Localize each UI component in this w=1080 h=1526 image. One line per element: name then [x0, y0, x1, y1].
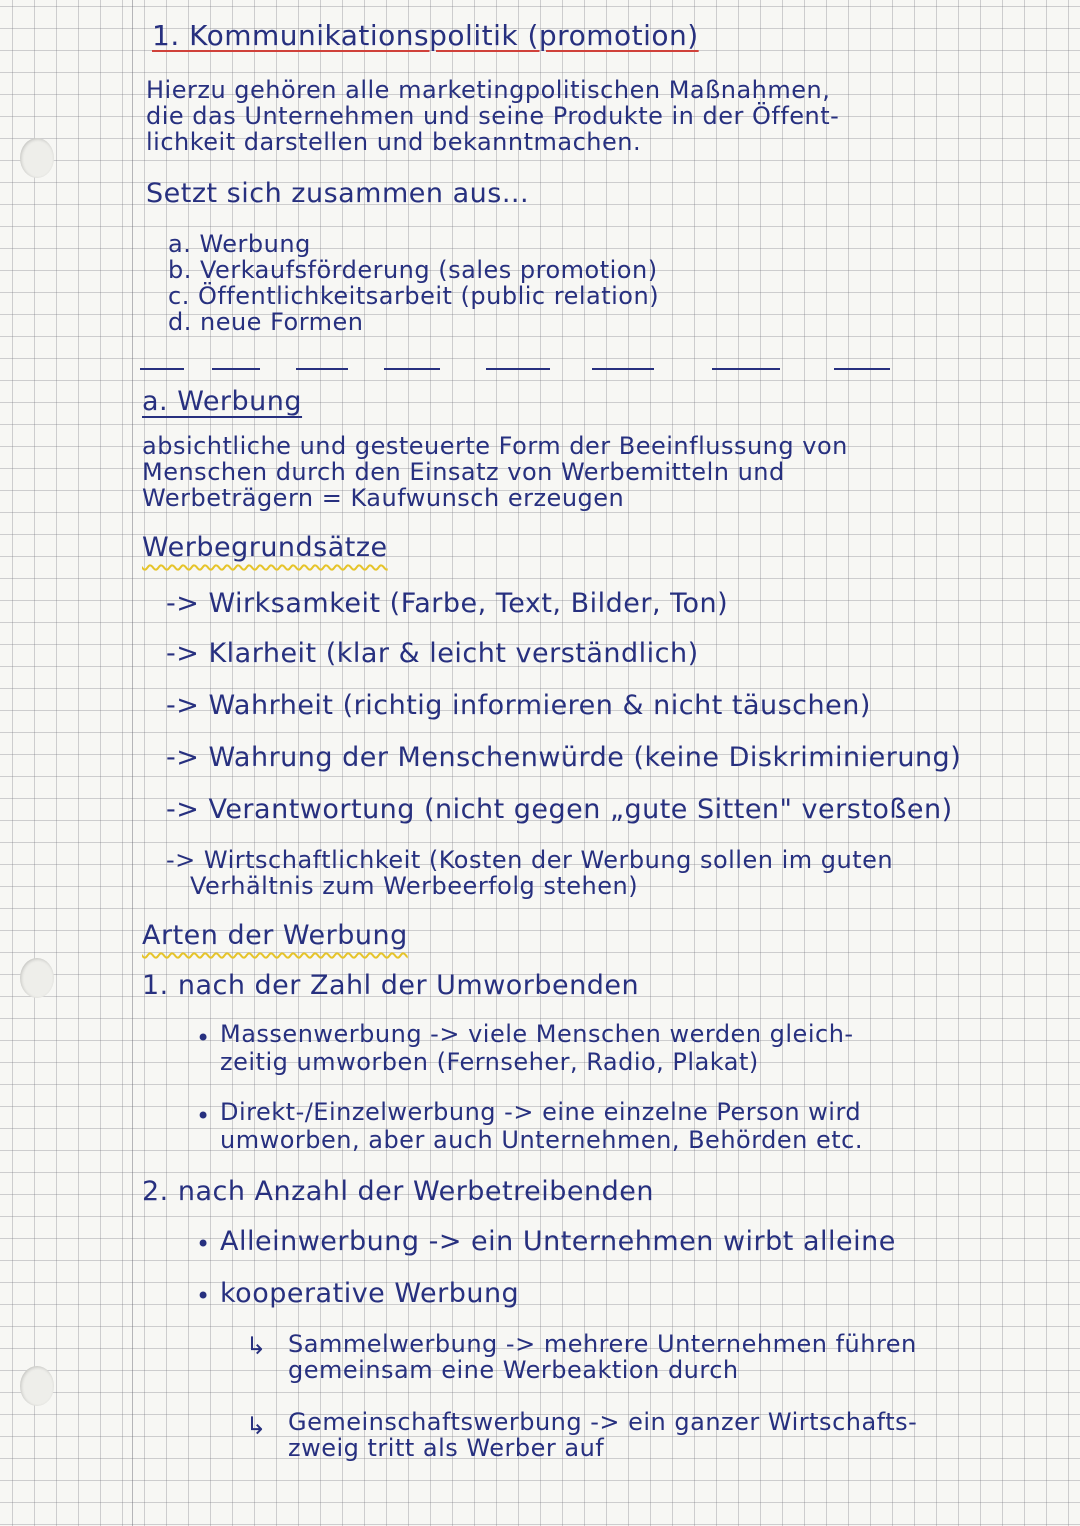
bullet-dot-icon: • — [196, 1230, 211, 1258]
type2-bullet: Alleinwerbung -> ein Unternehmen wirbt alleine — [220, 1226, 896, 1257]
type2-subitem-continued: gemeinsam eine Werbeaktion durch — [288, 1356, 739, 1384]
principle-item: -> Klarheit (klar & leicht verständlich) — [166, 638, 699, 669]
type1-bullet: Direkt-/Einzelwerbung -> eine einzelne Person wird — [220, 1098, 862, 1126]
type1-bullet-continued: zeitig umworben (Fernseher, Radio, Plakat) — [220, 1048, 759, 1076]
intro-line: die das Unternehmen und seine Produkte in der Öffent- — [146, 102, 840, 130]
definition-line: Menschen durch den Einsatz von Werbemitteln und — [142, 458, 785, 486]
separator-dash — [296, 368, 348, 370]
component-item: a. Werbung — [168, 230, 311, 258]
component-item: c. Öffentlichkeitsarbeit (public relation) — [168, 282, 660, 310]
definition-line: Werbeträgern = Kaufwunsch erzeugen — [142, 484, 625, 512]
principles-heading: Werbegrundsätze — [142, 532, 388, 563]
type2-heading: 2. nach Anzahl der Werbetreibenden — [142, 1176, 654, 1207]
composition-label: Setzt sich zusammen aus... — [146, 178, 530, 209]
separator-dash — [592, 368, 654, 370]
principle-item: -> Wirtschaftlichkeit (Kosten der Werbung sollen im guten — [166, 846, 894, 874]
punch-hole-top — [20, 138, 54, 178]
separator-dash — [486, 368, 550, 370]
subitem-arrow-icon: ↳ — [246, 1412, 267, 1440]
punch-hole-bottom — [20, 1366, 54, 1406]
separator-dash — [712, 368, 780, 370]
type2-subitem: Sammelwerbung -> mehrere Unternehmen führen — [288, 1330, 917, 1358]
intro-line: lichkeit darstellen und bekanntmachen. — [146, 128, 642, 156]
type2-subitem-continued: zweig tritt als Werber auf — [288, 1434, 605, 1462]
component-item: b. Verkaufsförderung (sales promotion) — [168, 256, 658, 284]
principle-item: -> Wahrheit (richtig informieren & nicht täuschen) — [166, 690, 871, 721]
subitem-arrow-icon: ↳ — [246, 1332, 267, 1360]
types-heading: Arten der Werbung — [142, 920, 408, 951]
principle-item: -> Wirksamkeit (Farbe, Text, Bilder, Ton) — [166, 588, 729, 619]
separator-dash — [834, 368, 890, 370]
punch-hole-middle — [20, 958, 54, 998]
intro-line: Hierzu gehören alle marketingpolitischen Maßnahmen, — [146, 76, 831, 104]
bullet-dot-icon: • — [196, 1102, 211, 1130]
principle-item: -> Verantwortung (nicht gegen „gute Sitten" verstoßen) — [166, 794, 953, 825]
type1-heading: 1. nach der Zahl der Umworbenden — [142, 970, 640, 1001]
type2-bullet: kooperative Werbung — [220, 1278, 520, 1309]
definition-line: absichtliche und gesteuerte Form der Beeinflussung von — [142, 432, 848, 460]
separator-dash — [140, 368, 184, 370]
type1-bullet: Massenwerbung -> viele Menschen werden gleich- — [220, 1020, 854, 1048]
bullet-dot-icon: • — [196, 1024, 211, 1052]
component-item: d. neue Formen — [168, 308, 364, 336]
separator-dash — [384, 368, 440, 370]
type1-bullet-continued: umworben, aber auch Unternehmen, Behörden etc. — [220, 1126, 864, 1154]
page-title: 1. Kommunikationspolitik (promotion) — [152, 19, 699, 52]
page-margin-line — [132, 0, 133, 1526]
section-a-heading: a. Werbung — [142, 386, 303, 417]
type2-subitem: Gemeinschaftswerbung -> ein ganzer Wirtschafts- — [288, 1408, 918, 1436]
principle-item: -> Wahrung der Menschenwürde (keine Diskriminierung) — [166, 742, 962, 773]
principle-item-continued: Verhältnis zum Werbeerfolg stehen) — [190, 872, 639, 900]
bullet-dot-icon: • — [196, 1282, 211, 1310]
separator-dash — [212, 368, 260, 370]
